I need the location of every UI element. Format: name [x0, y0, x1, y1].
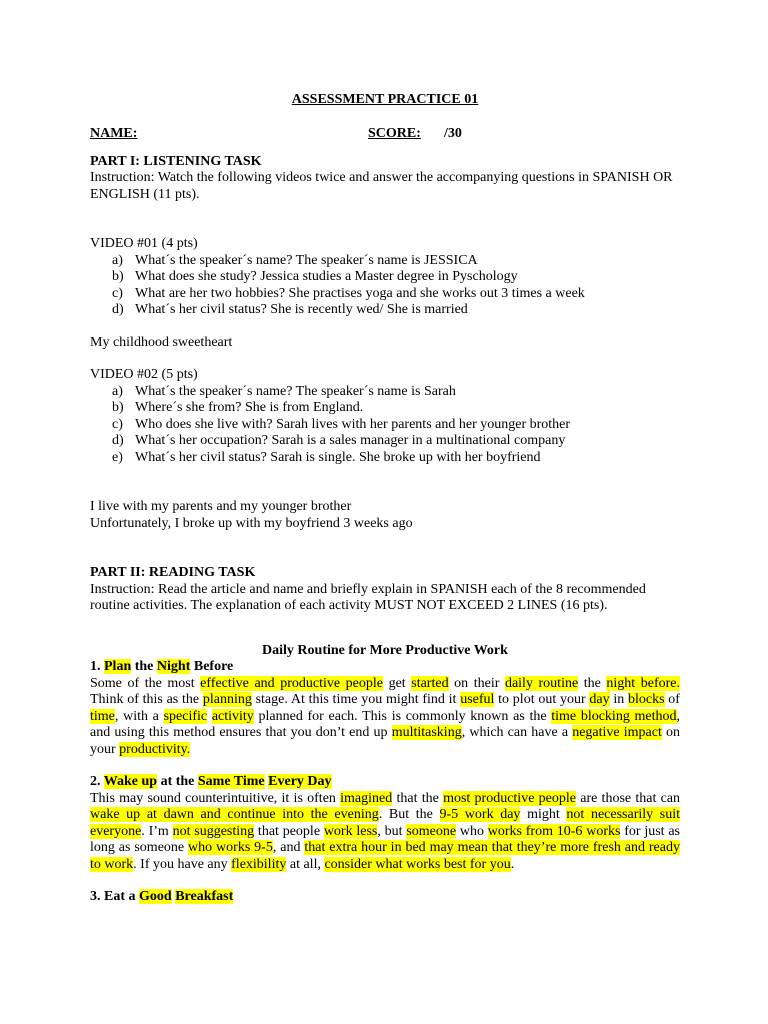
document-title: ASSESSMENT PRACTICE 01 [291, 92, 479, 107]
section3-heading: 3. Eat a Good Breakfast [90, 889, 234, 904]
list-item: a) What´s the speaker´s name? The speaker´s name is JESSICA [112, 252, 478, 268]
document-page [90, 92, 680, 906]
video2-label: VIDEO #02 (5 pts) [90, 367, 198, 382]
list-item: e) What´s her civil status? Sarah is single. She broke up with her boyfriend [112, 449, 541, 465]
video1-questions [90, 253, 680, 319]
part2-instruction: Instruction: Read the article and name and briefly explain in SPANISH each of the 8 recommended routine activities. The explanation of each activity MUST NOT EXCEED 2 LINES (16 pts). [90, 581, 646, 613]
list-item: c) What are her two hobbies? She practises yoga and she works out 3 times a week [112, 285, 585, 301]
video2-questions [90, 384, 680, 467]
score-value: /30 [444, 125, 462, 141]
list-item: d) What´s her civil status? She is recently wed/ She is married [112, 302, 468, 317]
list-item: b) Where´s she from? She is from England. [112, 400, 364, 415]
list-item: d) What´s her occupation? Sarah is a sales manager in a multinational company [112, 433, 566, 448]
section2-heading: 2. Wake up at the Same Time Every Day [90, 774, 332, 789]
list-item: b) What does she study? Jessica studies a Master degree in Pyschology [112, 269, 518, 284]
name-label: NAME: [90, 125, 138, 141]
score-label: SCORE: [368, 125, 421, 141]
section2-paragraph: This may sound counterintuitive, it is often imagined that the most productive people are those that can wake up at dawn and continue into the evening. But the 9-5 work day might not necessarily suit everyone. I’m not suggesting that people work less, but someone who works from 10-6 works for just as long as someone who works 9-5, and that extra hour in bed may mean that they’re more fresh and ready to work. If you have any flexibility at all, consider what works best for you. [90, 790, 681, 872]
video1-note: My childhood sweetheart [90, 334, 233, 350]
name-score-row [90, 126, 680, 144]
list-item: c) Who does she live with? Sarah lives with her parents and her younger brother [112, 416, 571, 432]
video2-note-2: Unfortunately, I broke up with my boyfriend 3 weeks ago [90, 515, 413, 531]
section1-heading: 1. Plan the Night Before [90, 659, 234, 674]
video2-note-1: I live with my parents and my younger brother [90, 499, 352, 514]
part1-instruction: Instruction: Watch the following videos twice and answer the accompanying questions in SPANISH OR ENGLISH (11 pts). [90, 170, 673, 202]
article-title: Daily Routine for More Productive Work [262, 642, 508, 658]
list-item: a) What´s the speaker´s name? The speaker´s name is Sarah [112, 383, 456, 399]
video1-label: VIDEO #01 (4 pts) [90, 236, 198, 251]
section1-paragraph: Some of the most effective and productive people get started on their daily routine the night before. Think of this as the planning stage. At this time you might find it useful to plot out your day in blocks of time, with a specific activity planned for each. This is commonly known as the time blocking method, and using this method ensures that you don’t end up multitasking, which can have a negative impact on your productivity. [90, 675, 681, 757]
part1-heading: PART I: LISTENING TASK [90, 153, 262, 169]
part2-heading: PART II: READING TASK [90, 565, 256, 580]
